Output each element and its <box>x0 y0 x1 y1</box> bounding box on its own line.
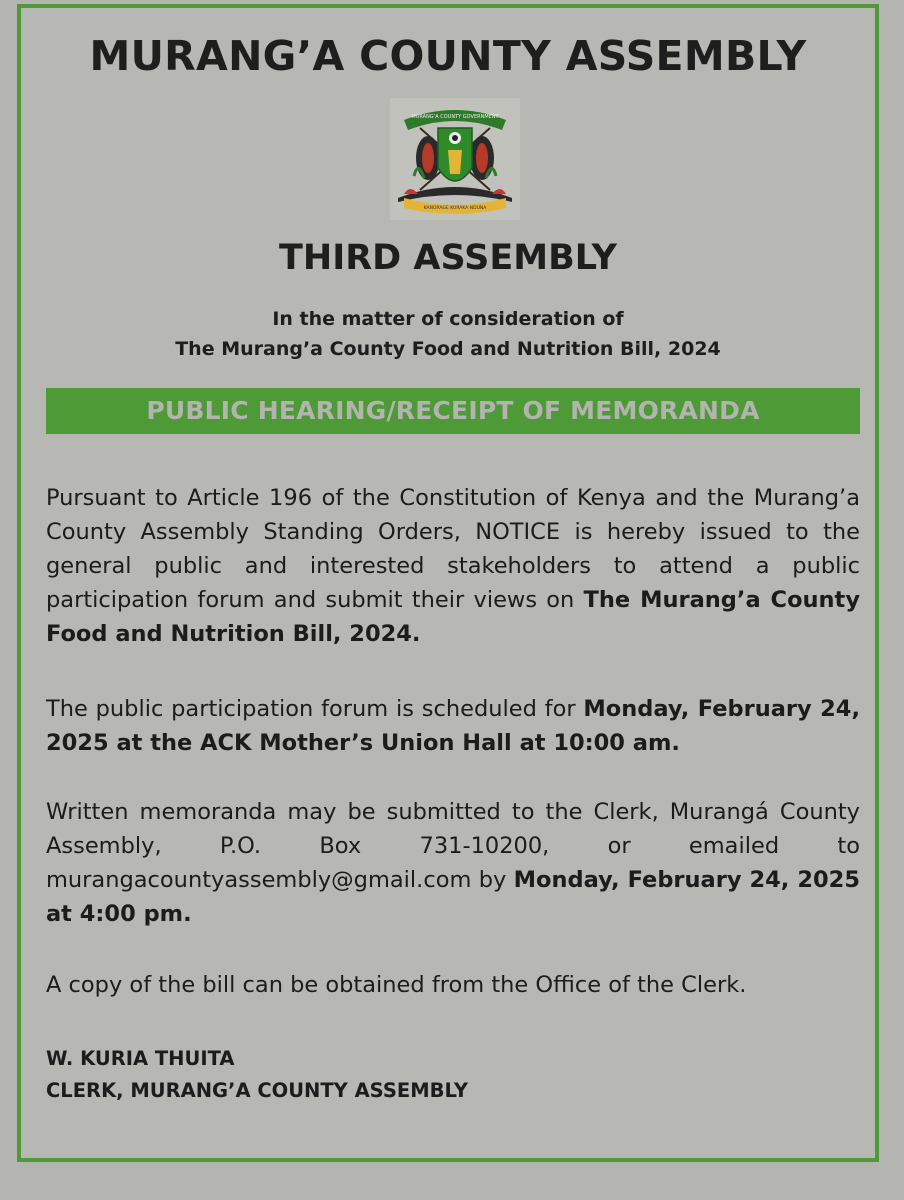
notice-paragraph-2 <box>46 692 860 760</box>
signatory-name: W. KURIA THUITA <box>46 1047 235 1070</box>
signature-block <box>46 1043 468 1107</box>
signatory-title: CLERK, MURANG’A COUNTY ASSEMBLY <box>46 1079 468 1102</box>
matter-line-2: The Murang’a County Food and Nutrition Bill, 2024 <box>175 338 721 360</box>
bill-name-bold: The Murang’a County Food and Nutrition Bill, 2024. <box>46 587 860 647</box>
matter-heading <box>21 304 875 364</box>
crest-motto: KANORAGE KURAKA NDUNA <box>423 206 487 211</box>
forum-date-venue-bold: Monday, February 24, 2025 at the ACK Mother’s Union Hall at 10:00 am. <box>46 696 861 756</box>
deadline-bold: Monday, February 24, 2025 at 4:00 pm. <box>46 867 860 927</box>
paragraph-2-text: The public participation forum is scheduled for <box>46 696 584 722</box>
notice-paragraph-4: A copy of the bill can be obtained from the Office of the Clerk. <box>46 972 747 998</box>
assembly-title: THIRD ASSEMBLY <box>279 238 617 278</box>
crest-top-text: MURANG’A COUNTY GOVERNMENT <box>411 114 499 120</box>
notice-frame <box>17 4 879 1162</box>
paragraph-1-text: Pursuant to Article 196 of the Constitution of Kenya and the Murang’a County Assembly Standing Orders, NOTICE is hereby issued to the general public and interested stakeholders to attend a public participation forum and submit their views on <box>46 485 860 613</box>
matter-line-1: In the matter of consideration of <box>272 308 624 330</box>
paragraph-3-text: Written memoranda may be submitted to the Clerk, Murangá County Assembly, P.O. Box 731-10200, or emailed to murangacountyassembly@gmail.com by <box>46 799 860 893</box>
notice-paragraph-1 <box>46 481 860 651</box>
org-title: MURANG’A COUNTY ASSEMBLY <box>89 32 807 80</box>
public-hearing-banner: PUBLIC HEARING/RECEIPT OF MEMORANDA <box>46 388 860 434</box>
county-crest-logo <box>390 98 520 220</box>
notice-paragraph-3 <box>46 795 860 931</box>
